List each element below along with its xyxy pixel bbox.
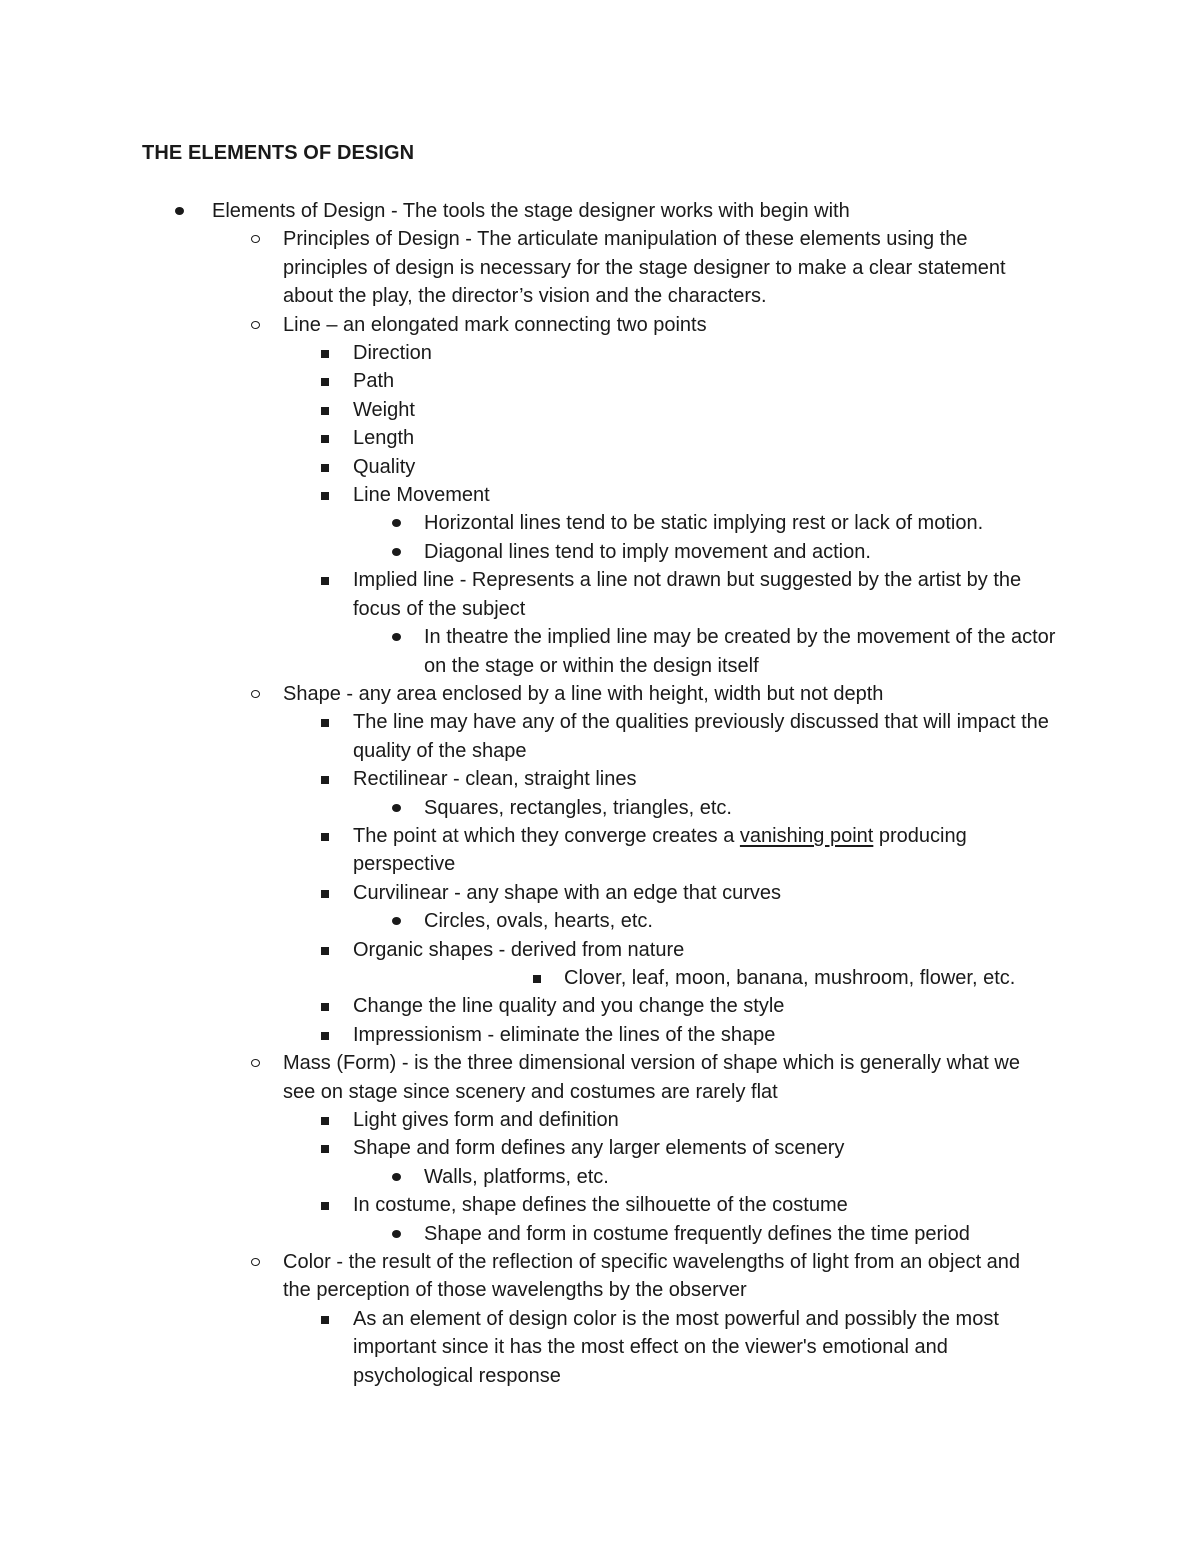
square-bullet-icon — [316, 1134, 336, 1162]
list-item — [0, 509, 1200, 537]
list-item-text: Impressionism - eliminate the lines of the shape — [353, 1023, 776, 1046]
hollow-circle-bullet-icon — [246, 311, 266, 339]
list-item-text: Diagonal lines tend to imply movement and action. — [424, 540, 871, 563]
list-item — [0, 1220, 1200, 1248]
list-item-text: Horizontal lines tend to be static implying rest or lack of motion. — [424, 512, 984, 535]
list-item-text: The line may have any of the qualities previously discussed that will impact the quality of the shape — [353, 711, 1049, 762]
list-item-text: Elements of Design - The tools the stage designer works with begin with — [212, 200, 850, 222]
list-item — [0, 964, 1200, 992]
square-bullet-icon — [316, 453, 336, 481]
list-item — [0, 197, 1200, 225]
square-bullet-icon — [316, 936, 336, 964]
page-title: THE ELEMENTS OF DESIGN — [142, 142, 415, 164]
filled-dot-bullet-icon — [170, 197, 190, 225]
square-bullet-icon — [316, 396, 336, 424]
list-item-text: Rectilinear - clean, straight lines — [353, 768, 637, 791]
square-bullet-icon — [316, 822, 336, 850]
square-bullet-icon — [316, 367, 336, 395]
filled-dot-bullet-icon — [387, 794, 407, 822]
list-item-text: Principles of Design - The articulate manipulation of these elements using the principles of design is necessary for the stage designer to make a clear statement about the play, the director’s vision and the characters. — [283, 228, 1006, 308]
list-item-text: Shape and form in costume frequently defines the time period — [424, 1222, 970, 1245]
list-item — [0, 680, 1200, 708]
list-item — [0, 708, 1200, 765]
list-item-text: In theatre the implied line may be created by the movement of the actor on the stage or within the design itself — [424, 626, 1056, 677]
square-bullet-icon — [316, 481, 336, 509]
list-item — [0, 1134, 1200, 1162]
square-bullet-icon — [316, 424, 336, 452]
list-item — [0, 1191, 1200, 1219]
list-item — [0, 992, 1200, 1020]
list-item-text: Organic shapes - derived from nature — [353, 938, 685, 961]
hollow-circle-bullet-icon — [246, 225, 266, 253]
list-item — [0, 225, 1200, 310]
list-item-text: Weight — [353, 398, 415, 421]
list-item — [0, 907, 1200, 935]
list-item-text-before-link: The point at which they converge creates a — [353, 824, 740, 847]
filled-dot-bullet-icon — [387, 907, 407, 935]
list-item-text: Change the line quality and you change the style — [353, 995, 785, 1018]
list-item-text: Mass (Form) - is the three dimensional version of shape which is generally what we see on stage since scenery and costumes are rarely flat — [283, 1052, 1020, 1103]
list-item-text-after-link: producing perspective — [353, 824, 967, 876]
square-bullet-icon — [528, 964, 548, 992]
list-item — [0, 311, 1200, 339]
square-bullet-icon — [316, 1305, 336, 1333]
square-bullet-icon — [316, 708, 336, 736]
vanishing-point-link[interactable]: vanishing point — [739, 824, 874, 847]
square-bullet-icon — [316, 1191, 336, 1219]
list-item — [0, 1106, 1200, 1134]
list-item — [0, 1049, 1200, 1106]
list-item-text: Circles, ovals, hearts, etc. — [424, 910, 653, 933]
list-item — [0, 623, 1200, 680]
list-item — [0, 794, 1200, 822]
list-item-text: Shape and form defines any larger elements of scenery — [353, 1137, 845, 1160]
filled-dot-bullet-icon — [387, 1163, 407, 1191]
list-item-text — [353, 822, 1053, 879]
list-item — [0, 566, 1200, 623]
list-item-text: Line – an elongated mark connecting two points — [283, 313, 707, 336]
square-bullet-icon — [316, 879, 336, 907]
list-item-text: Curvilinear - any shape with an edge that curves — [353, 881, 782, 904]
list-item-text: Walls, platforms, etc. — [424, 1165, 609, 1188]
filled-dot-bullet-icon — [387, 1220, 407, 1248]
filled-dot-bullet-icon — [387, 509, 407, 537]
list-item-text: Color - the result of the reflection of specific wavelengths of light from an object and the perception of those wavelengths by the observer — [283, 1251, 1021, 1302]
list-item — [0, 936, 1200, 964]
list-item-text: In costume, shape defines the silhouette of the costume — [353, 1194, 848, 1217]
list-item-text: Line Movement — [353, 484, 490, 507]
filled-dot-bullet-icon — [387, 538, 407, 566]
list-item — [0, 765, 1200, 793]
list-item-text: Light gives form and definition — [353, 1109, 619, 1131]
list-item-text: Squares, rectangles, triangles, etc. — [424, 796, 732, 819]
list-item — [0, 396, 1200, 424]
hollow-circle-bullet-icon — [246, 1248, 266, 1276]
square-bullet-icon — [316, 765, 336, 793]
list-item-text: As an element of design color is the most powerful and possibly the most important since it has the most effect on the viewer's emotional and psychological response — [353, 1307, 999, 1387]
list-item — [0, 1021, 1200, 1049]
list-item — [0, 367, 1200, 395]
list-item-text: Path — [353, 370, 395, 393]
bullet-outline — [0, 197, 1200, 1390]
list-item-text: Length — [353, 427, 415, 450]
list-item — [0, 453, 1200, 481]
list-item — [0, 1248, 1200, 1305]
list-item-text: Clover, leaf, moon, banana, mushroom, flower, etc. — [564, 966, 1016, 989]
hollow-circle-bullet-icon — [246, 680, 266, 708]
list-item — [0, 481, 1200, 509]
list-item — [0, 879, 1200, 907]
list-item-text: Quality — [353, 455, 416, 478]
square-bullet-icon — [316, 1106, 336, 1134]
square-bullet-icon — [316, 992, 336, 1020]
hollow-circle-bullet-icon — [246, 1049, 266, 1077]
square-bullet-icon — [316, 566, 336, 594]
list-item — [0, 822, 1200, 879]
square-bullet-icon — [316, 1021, 336, 1049]
square-bullet-icon — [316, 339, 336, 367]
list-item — [0, 1163, 1200, 1191]
list-item — [0, 538, 1200, 566]
list-item — [0, 339, 1200, 367]
list-item-text: Shape - any area enclosed by a line with height, width but not depth — [283, 682, 884, 705]
list-item-text: Implied line - Represents a line not drawn but suggested by the artist by the focus of the subject — [353, 569, 1022, 620]
list-item — [0, 424, 1200, 452]
list-item — [0, 1305, 1200, 1390]
filled-dot-bullet-icon — [387, 623, 407, 651]
list-item-text: Direction — [353, 342, 432, 365]
